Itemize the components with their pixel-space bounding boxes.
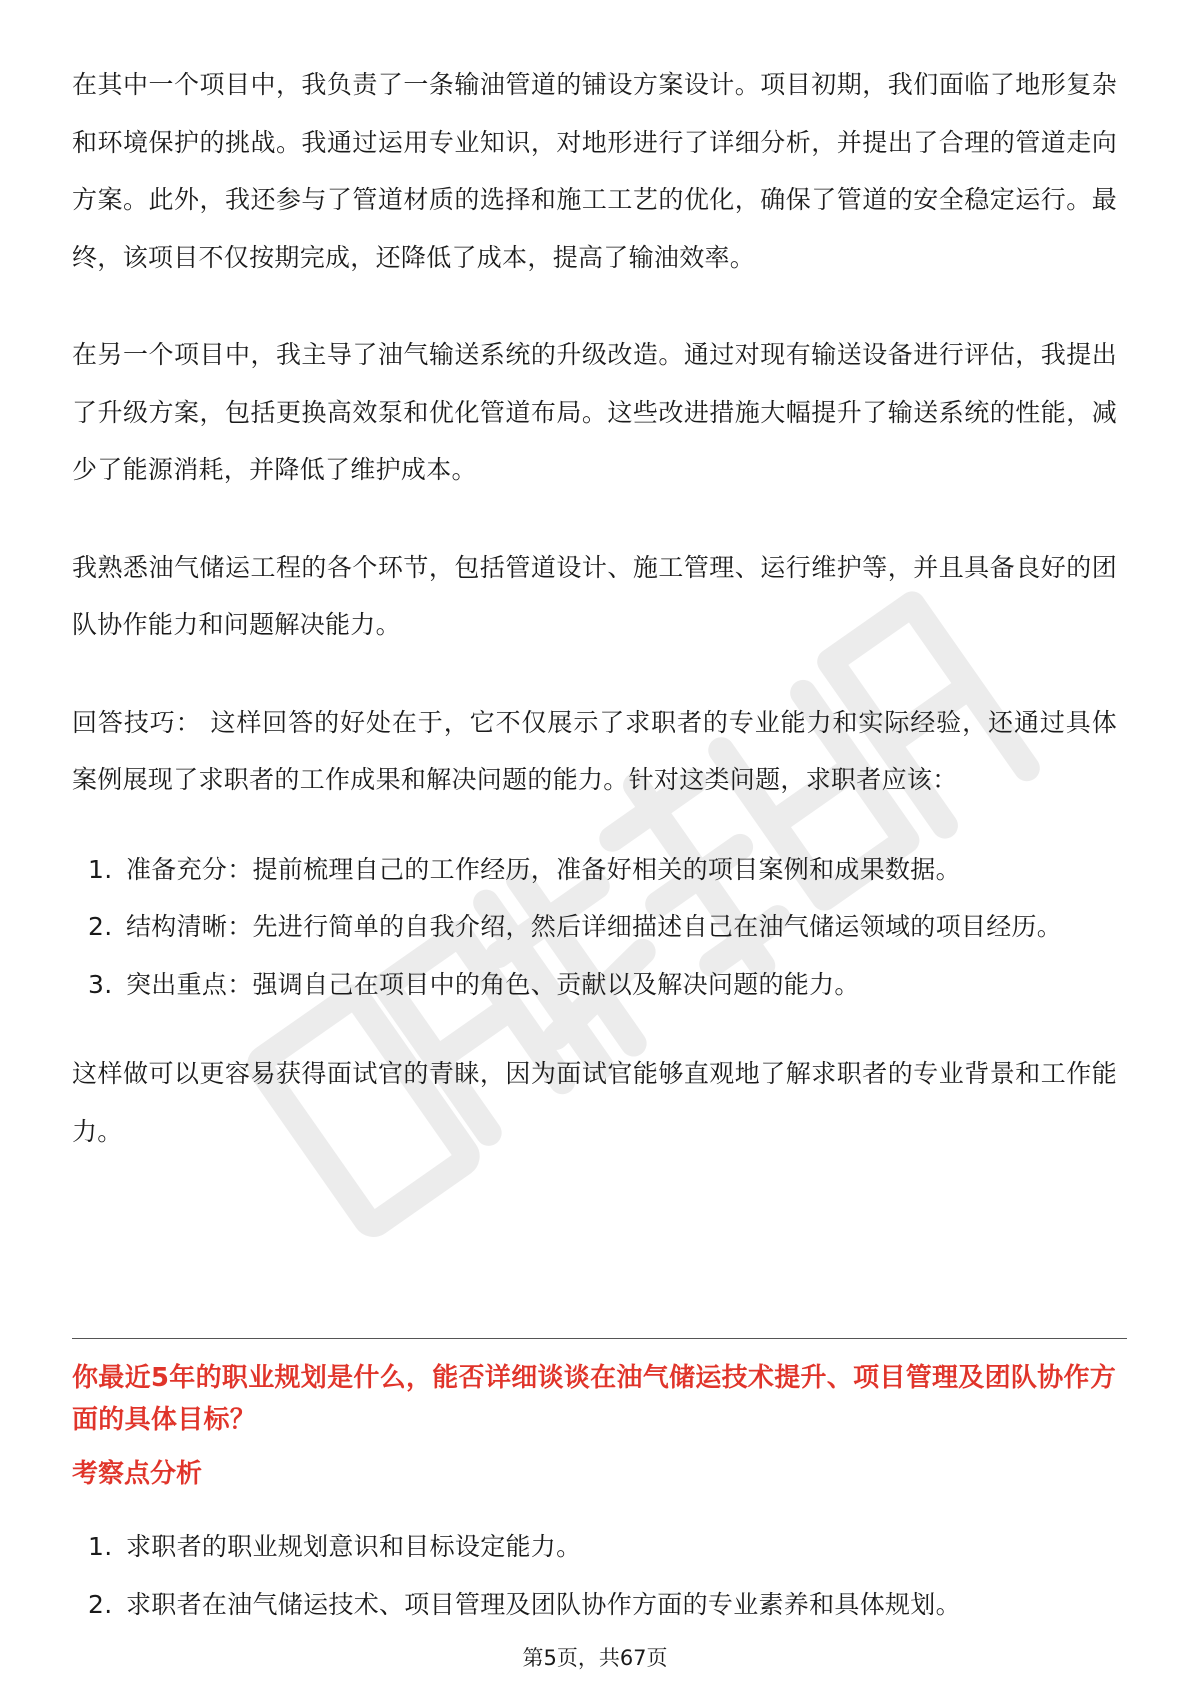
- list-item: [72, 898, 1117, 956]
- page-number-footer: 第5页，共67页: [522, 1646, 668, 1670]
- list-number: 3.: [88, 969, 113, 999]
- list-number: 1.: [88, 854, 113, 884]
- list-item-text: 求职者在油气储运技术、项目管理及团队协作方面的专业素养和具体规划。: [126, 1589, 961, 1619]
- paragraph-closing: 这样做可以更容易获得面试官的青睐，因为面试官能够直观地了解求职者的专业背景和工作能力。: [72, 1059, 1117, 1146]
- analysis-list: [72, 1518, 1117, 1633]
- list-item: [72, 1576, 1117, 1634]
- main-content: [72, 56, 1117, 1160]
- list-item: [72, 841, 1117, 899]
- list-number: 2.: [88, 1589, 113, 1619]
- tips-list: [72, 841, 1117, 1014]
- analysis-heading: 考察点分析: [72, 1459, 203, 1489]
- paragraph-answer-tips: 回答技巧： 这样回答的好处在于，它不仅展示了求职者的专业能力和实际经验，还通过具体案例展现了求职者的工作成果和解决问题的能力。针对这类问题，求职者应该：: [72, 707, 1117, 794]
- list-item-text: 准备充分：提前梳理自己的工作经历，准备好相关的项目案例和成果数据。: [126, 854, 961, 884]
- list-number: 2.: [88, 912, 113, 941]
- list-item-text: 求职者的职业规划意识和目标设定能力。: [126, 1532, 582, 1561]
- question-heading: 你最近5年的职业规划是什么，能否详细谈谈在油气储运技术提升、项目管理及团队协作方面的具体目标？: [72, 1363, 1117, 1435]
- analysis-list-container: [72, 1518, 1117, 1633]
- list-number: 1.: [88, 1532, 113, 1561]
- list-item: [72, 956, 1117, 1014]
- paragraph-skills: 我熟悉油气储运工程的各个环节，包括管道设计、施工管理、运行维护等，并且具备良好的团队协作能力和问题解决能力。: [72, 552, 1117, 639]
- paragraph-project-two: 在另一个项目中，我主导了油气输送系统的升级改造。通过对现有输送设备进行评估，我提出了升级方案，包括更换高效泵和优化管道布局。这些改进措施大幅提升了输送系统的性能，减少了能源消耗，并降低了维护成本。: [72, 340, 1117, 484]
- list-item-text: 结构清晰：先进行简单的自我介绍，然后详细描述自己在油气储运领域的项目经历。: [126, 912, 1063, 941]
- list-item: [72, 1518, 1117, 1576]
- list-item-text: 突出重点：强调自己在项目中的角色、贡献以及解决问题的能力。: [126, 969, 860, 999]
- paragraph-project-one: 在其中一个项目中，我负责了一条输油管道的铺设方案设计。项目初期，我们面临了地形复杂和环境保护的挑战。我通过运用专业知识，对地形进行了详细分析，并提出了合理的管道走向方案。此外，我还参与了管道材质的选择和施工工艺的优化，确保了管道的安全稳定运行。最终，该项目不仅按期完成，还降低了成本，提高了输油效率。: [72, 70, 1117, 272]
- section-divider: [72, 1338, 1127, 1339]
